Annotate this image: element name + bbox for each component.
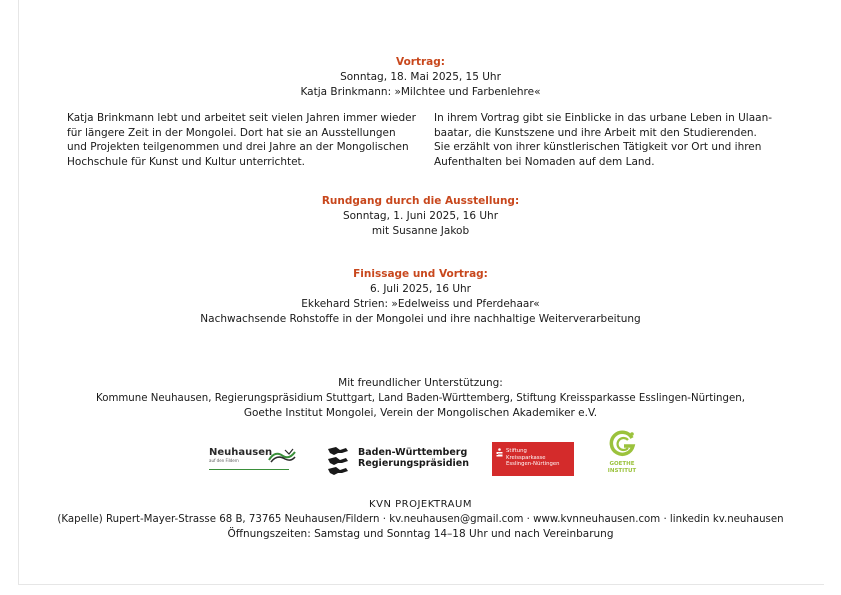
bio-left-line: für längere Zeit in der Mongolei. Dort hat sie an Ausstellungen — [67, 126, 396, 139]
goethe-logo-line1: GOETHE — [609, 461, 635, 467]
bio-right-line: In ihrem Vortrag gibt sie Einblicke in das urbane Leben in Ulaan- — [434, 112, 773, 124]
goethe-emblem-icon — [608, 430, 636, 458]
bio-left-column — [67, 111, 416, 169]
ksk-logo-line3: Esslingen-Nürtingen — [506, 461, 560, 467]
bio-left-line: Katja Brinkmann lebt und arbeitet seit vielen Jahren immer wieder — [67, 112, 416, 124]
bw-logo — [326, 445, 469, 477]
tour-block — [0, 194, 841, 239]
finissage-block — [0, 267, 841, 327]
tour-date: Sonntag, 1. Juni 2025, 16 Uhr — [342, 210, 499, 222]
bio-right-column — [434, 111, 772, 169]
ksk-logo — [492, 442, 574, 476]
bio-right-line: Aufenthalten bei Nomaden auf dem Land. — [434, 155, 655, 168]
ksk-logo-line2: Kreissparkasse — [506, 454, 546, 461]
bio-left-line: Hochschule für Kunst und Kultur unterrichtet. — [67, 155, 306, 168]
support-line2: Goethe Institut Mongolei, Verein der Mongolischen Akademiker e.V. — [243, 407, 598, 419]
footer-block — [0, 497, 841, 542]
sparkasse-s-icon — [496, 448, 503, 457]
finissage-subtitle: Nachwachsende Rohstoffe in der Mongolei und ihre nachhaltige Weiterverarbeitung — [200, 313, 641, 325]
neuhausen-underline — [209, 469, 289, 470]
footer-title: KVN PROJEKTRAUM — [369, 499, 472, 510]
neuhausen-logo-name: Neuhausen — [209, 447, 273, 458]
talk1-speaker: Katja Brinkmann: »Milchtee und Farbenlehre« — [300, 86, 541, 98]
finissage-date: 6. Juli 2025, 16 Uhr — [369, 283, 472, 295]
talk1-block — [0, 55, 841, 100]
support-line1: Kommune Neuhausen, Regierungspräsidium Stuttgart, Land Baden-Württemberg, Stiftung Kreissparkasse Esslingen-Nürtingen, — [96, 393, 745, 404]
finissage-heading: Finissage und Vortrag: — [353, 268, 488, 280]
talk1-date: Sonntag, 18. Mai 2025, 15 Uhr — [340, 71, 501, 83]
bio-left-line: und Projekten teilgenommen und drei Jahre an der Mongolischen — [67, 141, 409, 153]
neuhausen-logo — [209, 447, 294, 473]
sponsor-logos — [0, 430, 841, 485]
goethe-logo-line2: INSTITUT — [607, 467, 637, 474]
footer-address: (Kapelle) Rupert-Mayer-Strasse 68 B, 73765 Neuhausen/Fildern · kv.neuhausen@gmail.com · www.kvnneuhausen.com · linkedin kv.neuhausen — [57, 514, 784, 525]
talk1-heading: Vortrag: — [396, 56, 445, 68]
neuhausen-emblem-icon — [267, 446, 297, 466]
footer-hours: Öffnungszeiten: Samstag und Sonntag 14–18 Uhr und nach Vereinbarung — [227, 528, 614, 540]
bw-logo-line2: Regierungspräsidien — [358, 458, 469, 469]
finissage-speaker: Ekkehard Strien: »Edelweiss und Pferdehaar« — [301, 298, 540, 310]
tour-heading: Rundgang durch die Ausstellung: — [321, 195, 520, 207]
support-intro: Mit freundlicher Unterstützung: — [338, 377, 503, 389]
goethe-logo — [604, 430, 640, 484]
lions-crest-icon — [326, 445, 350, 477]
ksk-logo-line1: Stiftung — [506, 448, 527, 454]
bw-logo-line1: Baden-Württemberg — [358, 447, 468, 458]
tour-host: mit Susanne Jakob — [371, 225, 470, 237]
neuhausen-logo-sub: auf den Fildern — [209, 458, 239, 463]
bio-right-line: Sie erzählt von ihrer künstlerischen Tätigkeit vor Ort und ihren — [434, 141, 762, 153]
bio-right-line: baatar, die Kunstszene und ihre Arbeit mit den Studierenden. — [434, 126, 757, 139]
support-block — [0, 376, 841, 421]
